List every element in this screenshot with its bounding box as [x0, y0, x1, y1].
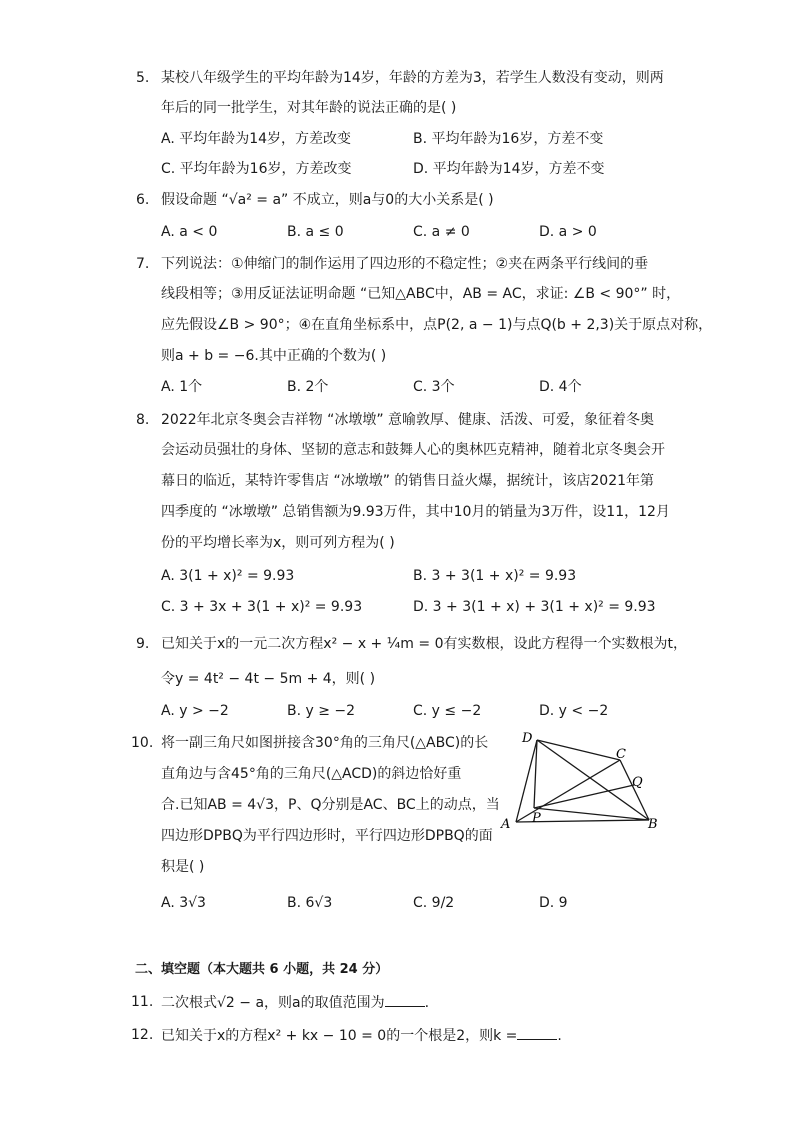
q5-stem-line2: 年后的同一批学生，对其年龄的说法正确的是( ) — [161, 100, 457, 116]
q8-number: 8. — [136, 412, 150, 428]
q5-option-b[interactable]: B. 平均年龄为16岁，方差不变 — [413, 131, 604, 147]
q10-option-a[interactable]: A. 3√3 — [161, 895, 206, 911]
figure-label-q: Q — [632, 775, 643, 790]
q12-text: 已知关于x的方程x² + kx − 10 = 0的一个根是2，则k = — [161, 1028, 518, 1044]
q10-stem-line1: 将一副三角尺如图拼接含30°角的三角尺(△ABC)的长 — [161, 735, 489, 751]
q11-end: . — [424, 995, 430, 1011]
q10-stem-line3: 合.已知AB = 4√3，P、Q分别是AC、BC上的动点，当 — [161, 797, 500, 813]
q6-stem-line1: 假设命题 “√a² = a” 不成立，则a与0的大小关系是( ) — [161, 192, 494, 208]
q7-option-b[interactable]: B. 2个 — [287, 379, 329, 395]
q8-option-d[interactable]: D. 3 + 3(1 + x) + 3(1 + x)² = 9.93 — [413, 599, 656, 615]
q6-option-a[interactable]: A. a < 0 — [161, 224, 218, 240]
q6-option-d[interactable]: D. a > 0 — [539, 224, 597, 240]
q10-stem-line5: 积是( ) — [161, 859, 205, 875]
q5-number: 5. — [136, 70, 150, 86]
figure-label-c: C — [616, 747, 626, 762]
q10-option-c[interactable]: C. 9/2 — [413, 895, 455, 911]
q10-stem-line4: 四边形DPBQ为平行四边形时，平行四边形DPBQ的面 — [161, 828, 493, 844]
q5-option-a[interactable]: A. 平均年龄为14岁，方差改变 — [161, 131, 352, 147]
q7-stem-line1: 下列说法：①伸缩门的制作运用了四边形的不稳定性；②夹在两条平行线间的垂 — [161, 256, 649, 272]
q9-option-b[interactable]: B. y ≥ −2 — [287, 703, 356, 719]
q10-stem-line2: 直角边与含45°角的三角尺(△ACD)的斜边恰好重 — [161, 766, 462, 782]
q5-option-d[interactable]: D. 平均年龄为14岁，方差不变 — [413, 161, 605, 177]
q8-option-a[interactable]: A. 3(1 + x)² = 9.93 — [161, 568, 295, 584]
q8-stem-line5: 份的平均增长率为x，则可列方程为( ) — [161, 535, 395, 551]
q11-answer-blank[interactable] — [385, 992, 425, 1007]
q5-stem-line1: 某校八年级学生的平均年龄为14岁，年龄的方差为3，若学生人数没有变动，则两 — [161, 70, 664, 86]
q7-stem-line2: 线段相等；③用反证法证明命题 “已知△ABC中，AB = AC，求证: ∠B < 90°” 时， — [161, 286, 681, 302]
q11-stem — [161, 992, 429, 1013]
q9-stem-line1: 已知关于x的一元二次方程x² − x + ¼m = 0有实数根，设此方程得一个实数根为t， — [161, 636, 687, 652]
figure-label-b: B — [648, 817, 658, 832]
q7-stem-line3: 应先假设∠B > 90°；④在直角坐标系中，点P(2, a − 1)与点Q(b + 2,3)关于原点对称， — [161, 317, 713, 333]
section-title: 二、填空题（本大题共 6 小题，共 24 分） — [135, 962, 389, 977]
q10-option-d[interactable]: D. 9 — [539, 895, 568, 911]
figure-label-a: A — [501, 817, 511, 832]
q11-number: 11. — [131, 994, 154, 1010]
q5-option-c[interactable]: C. 平均年龄为16岁，方差改变 — [161, 161, 352, 177]
figure-label-d: D — [522, 731, 533, 746]
q8-stem-line3: 幕日的临近，某特许零售店 “冰墩墩” 的销售日益火爆，据统计，该店2021年第 — [161, 473, 655, 489]
q9-option-a[interactable]: A. y > −2 — [161, 703, 229, 719]
q10-number: 10. — [131, 735, 154, 751]
q9-option-d[interactable]: D. y < −2 — [539, 703, 609, 719]
q8-option-b[interactable]: B. 3 + 3(1 + x)² = 9.93 — [413, 568, 577, 584]
q7-number: 7. — [136, 256, 150, 272]
q6-option-b[interactable]: B. a ≤ 0 — [287, 224, 344, 240]
q12-stem — [161, 1025, 562, 1046]
q9-stem-line2: 令y = 4t² − 4t − 5m + 4，则( ) — [161, 671, 376, 687]
q8-stem-line1: 2022年北京冬奥会吉祥物 “冰墩墩” 意喻敦厚、健康、活泼、可爱，象征着冬奥 — [161, 412, 655, 428]
q11-text: 二次根式√2 − a，则a的取值范围为 — [161, 995, 385, 1011]
q6-number: 6. — [136, 192, 150, 208]
q12-number: 12. — [131, 1027, 154, 1043]
q7-option-c[interactable]: C. 3个 — [413, 379, 455, 395]
q7-stem-line4: 则a + b = −6.其中正确的个数为( ) — [161, 348, 387, 364]
q10-option-b[interactable]: B. 6√3 — [287, 895, 333, 911]
figure-label-p: P — [532, 811, 541, 826]
q10-geometry-figure — [496, 728, 666, 833]
q8-option-c[interactable]: C. 3 + 3x + 3(1 + x)² = 9.93 — [161, 599, 363, 615]
q9-option-c[interactable]: C. y ≤ −2 — [413, 703, 482, 719]
q8-stem-line2: 会运动员强壮的身体、坚韧的意志和鼓舞人心的奥林匹克精神，随着北京冬奥会开 — [161, 442, 665, 458]
q8-stem-line4: 四季度的 “冰墩墩” 总销售额为9.93万件，其中10月的销量为3万件，设11，12月 — [161, 504, 670, 520]
q7-option-a[interactable]: A. 1个 — [161, 379, 203, 395]
q12-answer-blank[interactable] — [517, 1025, 557, 1040]
q6-option-c[interactable]: C. a ≠ 0 — [413, 224, 470, 240]
q12-end: . — [557, 1028, 562, 1044]
q9-number: 9. — [136, 636, 150, 652]
q7-option-d[interactable]: D. 4个 — [539, 379, 582, 395]
